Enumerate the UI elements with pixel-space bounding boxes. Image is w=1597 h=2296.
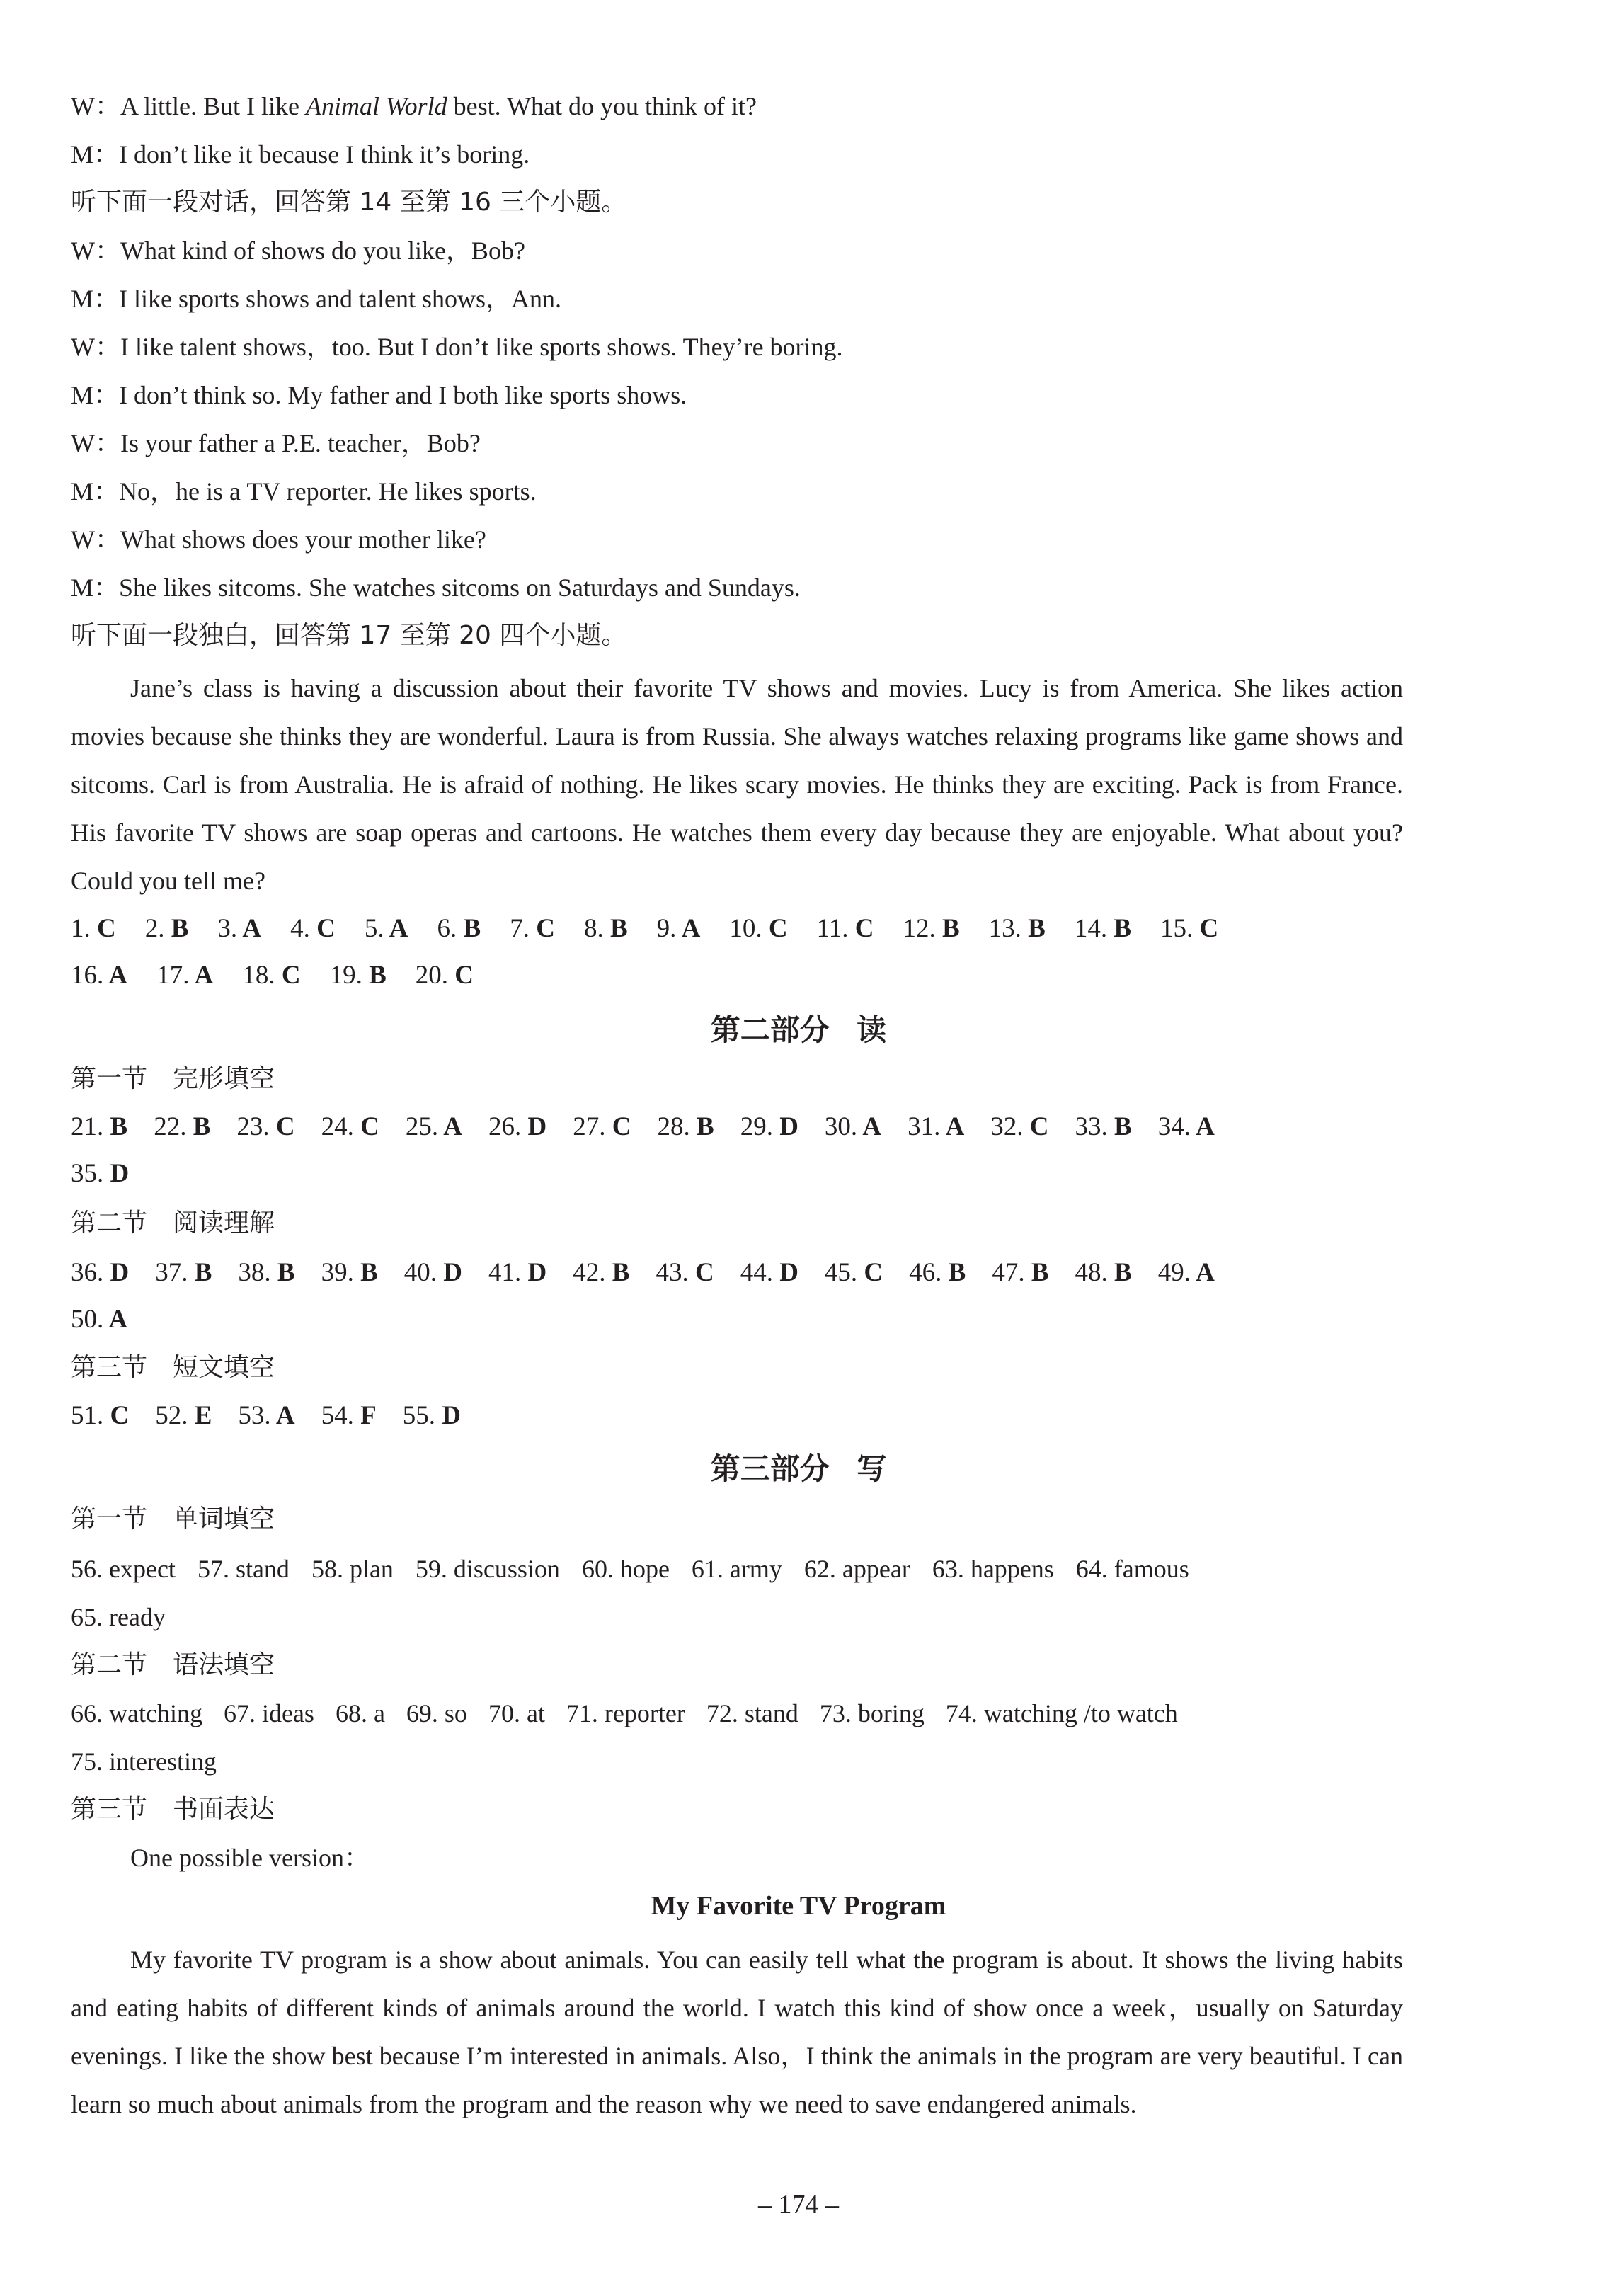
essay-paragraph: My favorite TV program is a show about animals. You can easily tell what the program is about. It shows the living habits and eating habits of different kinds of animals around the world. I watch this kind of show once a week，usually on Saturday evenings. I like the show best because I’m interested in animals. Also，I think the animals in the program are very beautiful. I can learn so much about animals from the program and the reason why we need to save endangered animals. bbox=[71, 1946, 1403, 2118]
answer-item bbox=[584, 913, 628, 944]
word-answer: 64. famous bbox=[1075, 1555, 1189, 1583]
answer-item bbox=[903, 913, 959, 944]
answer-letter: A bbox=[1190, 1112, 1215, 1141]
answer-letter: D bbox=[521, 1258, 547, 1287]
answer-number: 29. bbox=[740, 1112, 773, 1141]
word-answer: 73. boring bbox=[819, 1699, 925, 1727]
word-answer: 68. a bbox=[335, 1699, 385, 1727]
answer-item bbox=[154, 1112, 210, 1143]
answer-letter: B bbox=[457, 914, 481, 943]
answer-number: 43. bbox=[656, 1258, 689, 1287]
answer-number: 1. bbox=[71, 914, 91, 943]
part3-section1-title: 第一节 单词填空 bbox=[71, 1504, 275, 1533]
answer-number: 12. bbox=[903, 914, 936, 943]
answer-item bbox=[242, 960, 300, 991]
answer-letter: B bbox=[186, 1112, 211, 1141]
answer-item bbox=[656, 1257, 714, 1289]
dialogue2-line-5: W：Is your father a P.E. teacher，Bob? bbox=[71, 429, 481, 457]
answer-item bbox=[488, 1257, 546, 1289]
answer-letter: E bbox=[188, 1401, 212, 1430]
word-answer: 71. reporter bbox=[566, 1699, 685, 1727]
answer-letter: B bbox=[1107, 914, 1131, 943]
word-answer: 58. plan bbox=[311, 1555, 394, 1583]
dialogue2-line-3: W：I like talent shows，too. But I don’t like sports shows. They’re boring. bbox=[71, 333, 843, 361]
answer-number: 47. bbox=[992, 1258, 1025, 1287]
answer-number: 49. bbox=[1157, 1258, 1191, 1287]
answer-number: 5. bbox=[364, 914, 384, 943]
part3-section2-title: 第二节 语法填空 bbox=[71, 1650, 275, 1679]
answer-item bbox=[825, 1257, 883, 1289]
answer-letter: C bbox=[688, 1258, 714, 1287]
answer-letter: C bbox=[857, 1258, 883, 1287]
monologue-paragraph: Jane’s class is having a discussion about their favorite TV shows and movies. Lucy is from America. She likes action movies because she thinks they are wonderful. Laura is from Russia. She always watches relaxing programs like game shows and sitcoms. Carl is from Australia. He is afraid of nothing. He likes scary movies. He thinks they are exciting. Pack is from France. His favorite TV shows are soap operas and cartoons. He watches them every day because they are enjoyable. What about you? Could you tell me? bbox=[71, 674, 1403, 895]
dialogue1-line-1: W：A little. But I like Animal World best. What do you think of it? bbox=[71, 92, 757, 120]
answer-item bbox=[404, 1257, 462, 1289]
answer-number: 30. bbox=[824, 1112, 858, 1141]
listening-answers-row-1 bbox=[71, 913, 1218, 944]
answer-letter: A bbox=[1190, 1258, 1215, 1287]
answer-item bbox=[817, 913, 874, 944]
answer-letter: B bbox=[188, 1258, 212, 1287]
dialogue2-line-6: M：No，he is a TV reporter. He likes sports. bbox=[71, 477, 537, 506]
answer-item bbox=[1160, 913, 1218, 944]
answer-item bbox=[1158, 1112, 1215, 1143]
part3-section1-answers-row-1 bbox=[71, 1553, 1189, 1584]
answer-item bbox=[290, 913, 336, 944]
answer-item bbox=[330, 960, 387, 991]
page-number: – 174 – bbox=[758, 2190, 839, 2220]
answer-item bbox=[992, 1257, 1048, 1289]
answer-item bbox=[321, 1400, 377, 1432]
answer-letter: B bbox=[935, 914, 960, 943]
dialogue1-line-2: M：I don’t like it because I think it’s boring. bbox=[71, 140, 530, 169]
answer-letter: C bbox=[1023, 1112, 1049, 1141]
answer-letter: B bbox=[689, 1112, 714, 1141]
answer-letter: B bbox=[1021, 914, 1046, 943]
answer-number: 37. bbox=[155, 1258, 188, 1287]
answer-letter: A bbox=[189, 961, 214, 990]
answer-number: 22. bbox=[154, 1112, 187, 1141]
part2-section2-answers-row-2 bbox=[71, 1304, 127, 1335]
answer-item bbox=[740, 1257, 798, 1289]
answer-number: 54. bbox=[321, 1401, 354, 1430]
answer-number: 18. bbox=[242, 961, 275, 990]
answer-letter: B bbox=[605, 1258, 630, 1287]
answer-item bbox=[321, 1257, 378, 1289]
word-answer: 61. army bbox=[691, 1555, 782, 1583]
answer-number: 7. bbox=[510, 914, 530, 943]
answer-letter: D bbox=[435, 1401, 461, 1430]
listening-instruction-2: 听下面一段对话，回答第 14 至第 16 三个小题。 bbox=[71, 188, 627, 217]
dialogue2-line-1: W：What kind of shows do you like，Bob? bbox=[71, 236, 525, 265]
answer-letter: F bbox=[353, 1401, 377, 1430]
answer-item bbox=[406, 1112, 462, 1143]
answer-number: 27. bbox=[573, 1112, 606, 1141]
answer-item bbox=[145, 913, 189, 944]
answer-number: 11. bbox=[816, 914, 849, 943]
answer-item bbox=[217, 913, 261, 944]
answer-letter: D bbox=[772, 1112, 798, 1141]
answer-item bbox=[573, 1112, 631, 1143]
essay-title: My Favorite TV Program bbox=[651, 1891, 946, 1921]
answer-letter: A bbox=[676, 914, 701, 943]
dialogue2-line-2: M：I like sports shows and talent shows，Ann. bbox=[71, 285, 561, 313]
answer-item bbox=[238, 1257, 294, 1289]
part2-section3-title: 第三节 短文填空 bbox=[71, 1353, 275, 1382]
answer-number: 20. bbox=[415, 961, 449, 990]
answer-item bbox=[510, 913, 555, 944]
answer-item bbox=[1075, 1257, 1132, 1289]
answer-number: 17. bbox=[156, 961, 190, 990]
word-answer: 63. happens bbox=[932, 1555, 1054, 1583]
answer-letter: C bbox=[529, 914, 555, 943]
answer-number: 53. bbox=[238, 1401, 271, 1430]
answer-letter: B bbox=[1024, 1258, 1049, 1287]
answer-item bbox=[365, 913, 408, 944]
answer-number: 41. bbox=[488, 1258, 522, 1287]
word-answer: 72. stand bbox=[706, 1699, 798, 1727]
answer-number: 31. bbox=[908, 1112, 941, 1141]
answer-item bbox=[1075, 1112, 1132, 1143]
word-answer: 75. interesting bbox=[71, 1747, 217, 1776]
answer-letter: C bbox=[1193, 914, 1219, 943]
answer-letter: C bbox=[848, 914, 874, 943]
answer-number: 46. bbox=[909, 1258, 942, 1287]
answer-letter: A bbox=[384, 914, 408, 943]
dialogue2-line-4: M：I don’t think so. My father and I both like sports shows. bbox=[71, 381, 687, 409]
answer-letter: C bbox=[353, 1112, 379, 1141]
answer-item bbox=[71, 1158, 129, 1189]
answer-number: 19. bbox=[329, 961, 362, 990]
word-answer: 69. so bbox=[406, 1699, 467, 1727]
answer-number: 50. bbox=[71, 1305, 104, 1334]
answer-letter: C bbox=[448, 961, 474, 990]
answer-number: 15. bbox=[1160, 914, 1194, 943]
answer-item bbox=[740, 1112, 798, 1143]
word-answer: 62. appear bbox=[803, 1555, 910, 1583]
answer-letter: A bbox=[103, 1305, 128, 1334]
answer-letter: A bbox=[103, 961, 128, 990]
answer-number: 34. bbox=[1157, 1112, 1191, 1141]
answer-item bbox=[71, 1257, 129, 1289]
answer-number: 2. bbox=[144, 914, 165, 943]
answer-number: 39. bbox=[321, 1258, 354, 1287]
answer-number: 13. bbox=[988, 914, 1021, 943]
part3-section1-answers-row-2 bbox=[71, 1601, 166, 1633]
answer-item bbox=[238, 1400, 294, 1432]
answer-item bbox=[729, 913, 787, 944]
answer-item bbox=[825, 1112, 881, 1143]
part2-heading: 第二部分 读 bbox=[710, 1012, 887, 1047]
answer-number: 3. bbox=[217, 914, 238, 943]
answer-number: 51. bbox=[71, 1401, 104, 1430]
answer-item bbox=[908, 1112, 964, 1143]
answer-number: 8. bbox=[583, 914, 604, 943]
answer-number: 36. bbox=[71, 1258, 104, 1287]
answer-item bbox=[155, 1257, 212, 1289]
answer-item bbox=[71, 1112, 127, 1143]
answer-number: 26. bbox=[488, 1112, 522, 1141]
part3-section2-answers-row-1 bbox=[71, 1698, 1178, 1729]
answer-number: 38. bbox=[238, 1258, 271, 1287]
answer-item bbox=[488, 1112, 546, 1143]
answer-item bbox=[573, 1257, 629, 1289]
answer-item bbox=[71, 1304, 127, 1335]
answer-item bbox=[71, 960, 127, 991]
answer-letter: B bbox=[270, 1258, 295, 1287]
answer-number: 35. bbox=[71, 1159, 104, 1188]
answer-letter: D bbox=[103, 1258, 130, 1287]
word-answer: 59. discussion bbox=[415, 1555, 560, 1583]
listening-instruction-3: 听下面一段独白，回答第 17 至第 20 四个小题。 bbox=[71, 621, 627, 650]
answer-letter: A bbox=[270, 1401, 295, 1430]
answer-letter: D bbox=[772, 1258, 798, 1287]
answer-item bbox=[71, 913, 116, 944]
word-answer: 67. ideas bbox=[223, 1699, 314, 1727]
answer-item bbox=[155, 1400, 212, 1432]
answer-number: 16. bbox=[71, 961, 104, 990]
answer-number: 32. bbox=[990, 1112, 1024, 1141]
part3-section2-answers-row-2 bbox=[71, 1746, 217, 1777]
answer-letter: D bbox=[521, 1112, 547, 1141]
word-answer: 57. stand bbox=[197, 1555, 290, 1583]
answer-item bbox=[1075, 913, 1131, 944]
essay-intro: One possible version： bbox=[130, 1844, 370, 1872]
answer-letter: C bbox=[762, 914, 788, 943]
answer-letter: D bbox=[103, 1159, 130, 1188]
answer-letter: C bbox=[309, 914, 336, 943]
answer-item bbox=[909, 1257, 966, 1289]
answer-number: 21. bbox=[71, 1112, 104, 1141]
part2-section1-answers-row-2 bbox=[71, 1158, 129, 1189]
answer-item bbox=[989, 913, 1046, 944]
answer-item bbox=[1158, 1257, 1215, 1289]
answer-letter: B bbox=[164, 914, 189, 943]
word-answer: 56. expect bbox=[71, 1555, 176, 1583]
part2-section3-answers-row-1 bbox=[71, 1400, 461, 1432]
part3-heading: 第三部分 写 bbox=[710, 1451, 887, 1486]
answer-letter: A bbox=[857, 1112, 882, 1141]
listening-answers-row-2 bbox=[71, 960, 474, 991]
part3-section3-title: 第三节 书面表达 bbox=[71, 1795, 275, 1824]
word-answer: 74. watching /to watch bbox=[945, 1699, 1178, 1727]
answer-letter: C bbox=[269, 1112, 295, 1141]
part2-section1-answers-row-1 bbox=[71, 1112, 1215, 1143]
part2-section2-title: 第二节 阅读理解 bbox=[71, 1209, 275, 1238]
answer-number: 23. bbox=[236, 1112, 270, 1141]
word-answer: 60. hope bbox=[581, 1555, 670, 1583]
dialogue2-line-7: W：What shows does your mother like? bbox=[71, 525, 486, 554]
answer-number: 42. bbox=[573, 1258, 606, 1287]
answer-letter: C bbox=[275, 961, 301, 990]
word-answer: 65. ready bbox=[71, 1603, 166, 1631]
answer-item bbox=[657, 913, 701, 944]
answer-number: 44. bbox=[740, 1258, 773, 1287]
answer-letter: B bbox=[603, 914, 628, 943]
answer-item bbox=[236, 1112, 294, 1143]
answer-number: 28. bbox=[657, 1112, 690, 1141]
answer-item bbox=[416, 960, 474, 991]
answer-number: 9. bbox=[656, 914, 677, 943]
answer-number: 40. bbox=[403, 1258, 437, 1287]
answer-letter: C bbox=[103, 1401, 130, 1430]
answer-number: 6. bbox=[437, 914, 457, 943]
answer-number: 55. bbox=[402, 1401, 435, 1430]
answer-number: 14. bbox=[1074, 914, 1108, 943]
answer-letter: B bbox=[1107, 1258, 1132, 1287]
answer-number: 45. bbox=[824, 1258, 858, 1287]
answer-number: 48. bbox=[1075, 1258, 1108, 1287]
answer-item bbox=[658, 1112, 714, 1143]
answer-letter: A bbox=[237, 914, 262, 943]
answer-letter: A bbox=[438, 1112, 463, 1141]
answer-item bbox=[321, 1112, 379, 1143]
answer-letter: C bbox=[90, 914, 116, 943]
answer-letter: B bbox=[362, 961, 387, 990]
answer-letter: C bbox=[605, 1112, 631, 1141]
answer-letter: B bbox=[941, 1258, 966, 1287]
answer-item bbox=[990, 1112, 1048, 1143]
dialogue2-line-8: M：She likes sitcoms. She watches sitcoms on Saturdays and Sundays. bbox=[71, 573, 801, 602]
answer-item bbox=[437, 913, 481, 944]
answer-letter: B bbox=[353, 1258, 378, 1287]
answer-letter: B bbox=[103, 1112, 128, 1141]
answer-number: 52. bbox=[155, 1401, 188, 1430]
answer-number: 25. bbox=[405, 1112, 439, 1141]
answer-letter: D bbox=[437, 1258, 463, 1287]
answer-item bbox=[156, 960, 213, 991]
answer-number: 33. bbox=[1075, 1112, 1108, 1141]
answer-letter: B bbox=[1107, 1112, 1132, 1141]
word-answer: 66. watching bbox=[71, 1699, 202, 1727]
part2-section2-answers-row-1 bbox=[71, 1257, 1215, 1289]
answer-number: 24. bbox=[321, 1112, 354, 1141]
answer-item bbox=[71, 1400, 129, 1432]
part2-section1-title: 第一节 完形填空 bbox=[71, 1064, 275, 1093]
answer-letter: A bbox=[940, 1112, 965, 1141]
word-answer: 70. at bbox=[488, 1699, 545, 1727]
answer-number: 10. bbox=[729, 914, 762, 943]
answer-item bbox=[403, 1400, 461, 1432]
answer-number: 4. bbox=[290, 914, 310, 943]
